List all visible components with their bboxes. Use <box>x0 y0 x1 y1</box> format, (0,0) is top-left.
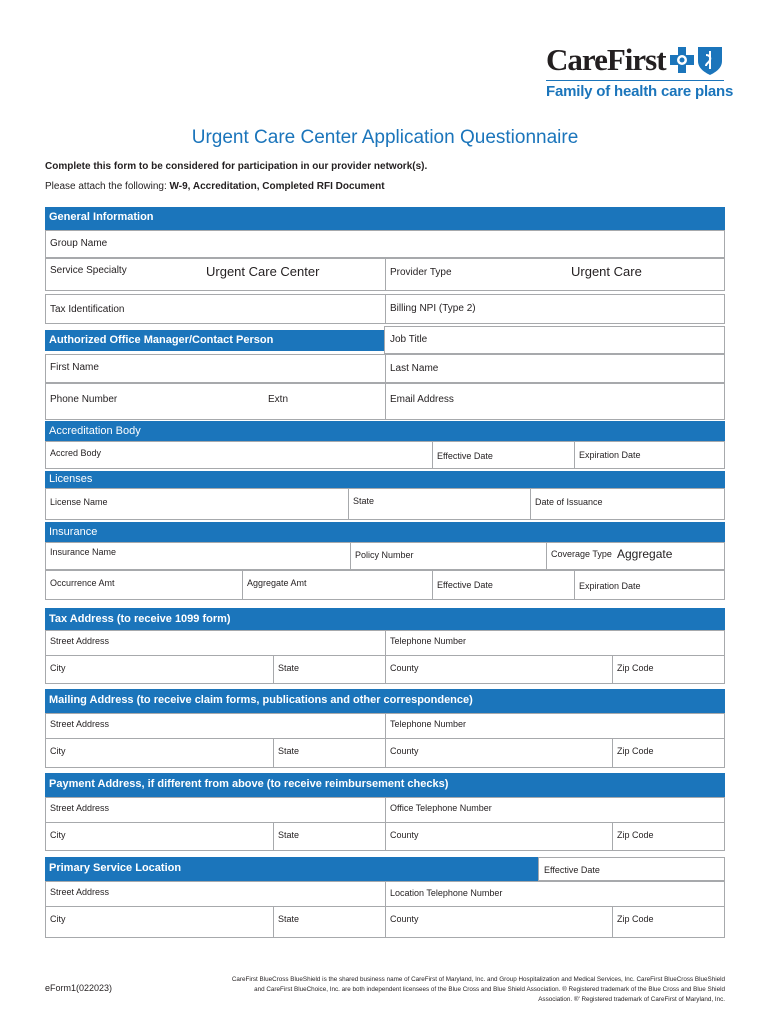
accreditation-header: Accreditation Body <box>45 421 725 441</box>
divider <box>546 543 547 570</box>
intro-attachments <box>45 181 385 192</box>
blue-shield-icon <box>697 45 723 75</box>
divider <box>612 906 613 937</box>
divider <box>612 822 613 850</box>
divider <box>432 442 433 469</box>
tax-address-header: Tax Address (to receive 1099 form) <box>45 608 725 630</box>
coverage-type-label: Coverage Type <box>551 549 612 559</box>
mailing-phone-label: Telephone Number <box>390 719 467 729</box>
payment-state-label: State <box>278 830 300 840</box>
mailing-county-label: County <box>390 746 419 756</box>
mailing-address-block <box>45 713 725 768</box>
legal-line-2: and CareFirst BlueChoice, Inc. are both independent licensees of the Blue Cross and Blue Shield Association. ® Registered trademark of the Blue Cross and Blue Shield <box>254 986 725 993</box>
divider <box>385 355 386 383</box>
brand-logo: CareFirst <box>546 42 666 77</box>
divider <box>348 489 349 520</box>
divider <box>612 655 613 683</box>
location-effective-date-label: Effective Date <box>544 865 600 875</box>
group-name-field[interactable] <box>45 230 725 258</box>
tax-street-label: Street Address <box>50 636 110 646</box>
email-address-label: Email Address <box>390 394 454 405</box>
payment-zip-label: Zip Code <box>617 830 654 840</box>
job-title-field[interactable] <box>384 326 725 354</box>
divider <box>385 384 386 420</box>
insurance-expiration-date-label: Expiration Date <box>579 581 641 591</box>
specialty-row <box>45 258 725 291</box>
divider <box>574 442 575 469</box>
accred-expiration-date-label: Expiration Date <box>579 450 641 460</box>
phone-email-row <box>45 383 725 420</box>
divider <box>612 738 613 767</box>
tax-zip-label: Zip Code <box>617 663 654 673</box>
divider <box>385 798 386 850</box>
blue-cross-icon <box>670 47 694 73</box>
divider <box>273 906 274 937</box>
page-title: Urgent Care Center Application Questionnaire <box>191 127 579 148</box>
payment-county-label: County <box>390 830 419 840</box>
extension-label: Extn <box>268 394 289 405</box>
provider-type-value[interactable]: Urgent Care <box>571 264 642 279</box>
mailing-city-label: City <box>50 746 66 756</box>
brand-tagline: Family of health care plans <box>546 83 734 100</box>
logo-divider <box>546 80 724 81</box>
tax-id-row <box>45 294 725 324</box>
service-specialty-value[interactable]: Urgent Care Center <box>206 264 320 279</box>
tax-phone-label: Telephone Number <box>390 636 467 646</box>
service-specialty-label: Service Specialty <box>50 265 127 276</box>
tax-id-label: Tax Identification <box>50 304 125 315</box>
license-row <box>45 488 725 520</box>
divider <box>385 259 386 291</box>
insurance-row-1 <box>45 542 725 570</box>
mailing-address-header: Mailing Address (to receive claim forms, publications and other correspondence) <box>45 689 725 713</box>
phone-number-label: Phone Number <box>50 394 118 405</box>
payment-street-label: Street Address <box>50 803 110 813</box>
date-of-issuance-label: Date of Issuance <box>535 497 603 507</box>
insurance-row-2 <box>45 570 725 600</box>
intro-instructions: Complete this form to be considered for participation in our provider network(s). <box>45 161 428 172</box>
mailing-street-label: Street Address <box>50 719 110 729</box>
divider <box>574 571 575 600</box>
tax-county-label: County <box>390 663 419 673</box>
location-phone-label: Location Telephone Number <box>390 888 503 898</box>
divider <box>432 571 433 600</box>
location-effective-date-field[interactable] <box>538 857 725 881</box>
legal-line-3: Association. ®' Registered trademark of CareFirst of Maryland, Inc. <box>538 996 725 1003</box>
tax-city-label: City <box>50 663 66 673</box>
accreditation-row <box>45 441 725 469</box>
mailing-zip-label: Zip Code <box>617 746 654 756</box>
location-state-label: State <box>278 914 300 924</box>
accred-effective-date-label: Effective Date <box>437 451 493 461</box>
primary-location-header: Primary Service Location <box>45 857 538 881</box>
form-id: eForm1(022023) <box>45 983 113 993</box>
accred-body-label: Accred Body <box>50 448 102 458</box>
license-state-label: State <box>353 496 375 506</box>
location-city-label: City <box>50 914 66 924</box>
payment-address-block <box>45 797 725 851</box>
insurance-header: Insurance <box>45 522 725 542</box>
legal-line-1: CareFirst BlueCross BlueShield is the shared business name of CareFirst of Maryland, Inc. and Group Hospitalization and Medical Services, Inc. CareFirst BlueCross BlueShield <box>231 976 725 983</box>
last-name-label: Last Name <box>390 363 439 374</box>
divider <box>350 543 351 570</box>
divider <box>385 295 386 324</box>
tax-address-block <box>45 630 725 684</box>
insurance-effective-date-label: Effective Date <box>437 580 493 590</box>
occurrence-amt-label: Occurrence Amt <box>50 578 115 588</box>
license-name-label: License Name <box>50 497 108 507</box>
general-info-header: General Information <box>45 207 725 230</box>
divider <box>273 822 274 850</box>
coverage-type-value[interactable]: Aggregate <box>617 547 673 561</box>
mailing-state-label: State <box>278 746 300 756</box>
tax-state-label: State <box>278 663 300 673</box>
billing-npi-label: Billing NPI (Type 2) <box>390 303 476 314</box>
location-county-label: County <box>390 914 419 924</box>
location-street-label: Street Address <box>50 887 110 897</box>
location-zip-label: Zip Code <box>617 914 654 924</box>
payment-address-header: Payment Address, if different from above (to receive reimbursement checks) <box>45 773 725 797</box>
divider <box>242 571 243 600</box>
divider <box>385 882 386 937</box>
legal-notice <box>180 975 725 1005</box>
divider <box>273 738 274 767</box>
attachments-prefix: Please attach the following: <box>45 181 170 192</box>
first-name-label: First Name <box>50 362 99 373</box>
job-title-label: Job Title <box>390 334 428 345</box>
provider-type-label: Provider Type <box>390 267 452 278</box>
attachments-list: W-9, Accreditation, Completed RFI Document <box>169 181 385 192</box>
group-name-label: Group Name <box>50 238 108 249</box>
payment-city-label: City <box>50 830 66 840</box>
contact-header: Authorized Office Manager/Contact Person <box>45 330 385 351</box>
policy-number-label: Policy Number <box>355 550 414 560</box>
name-row <box>45 354 725 383</box>
payment-phone-label: Office Telephone Number <box>390 803 492 813</box>
aggregate-amt-label: Aggregate Amt <box>247 578 307 588</box>
divider <box>273 655 274 683</box>
insurance-name-label: Insurance Name <box>50 547 117 557</box>
divider <box>385 714 386 767</box>
divider <box>530 489 531 520</box>
divider <box>385 631 386 683</box>
primary-location-block <box>45 881 725 938</box>
licenses-header: Licenses <box>45 471 725 488</box>
